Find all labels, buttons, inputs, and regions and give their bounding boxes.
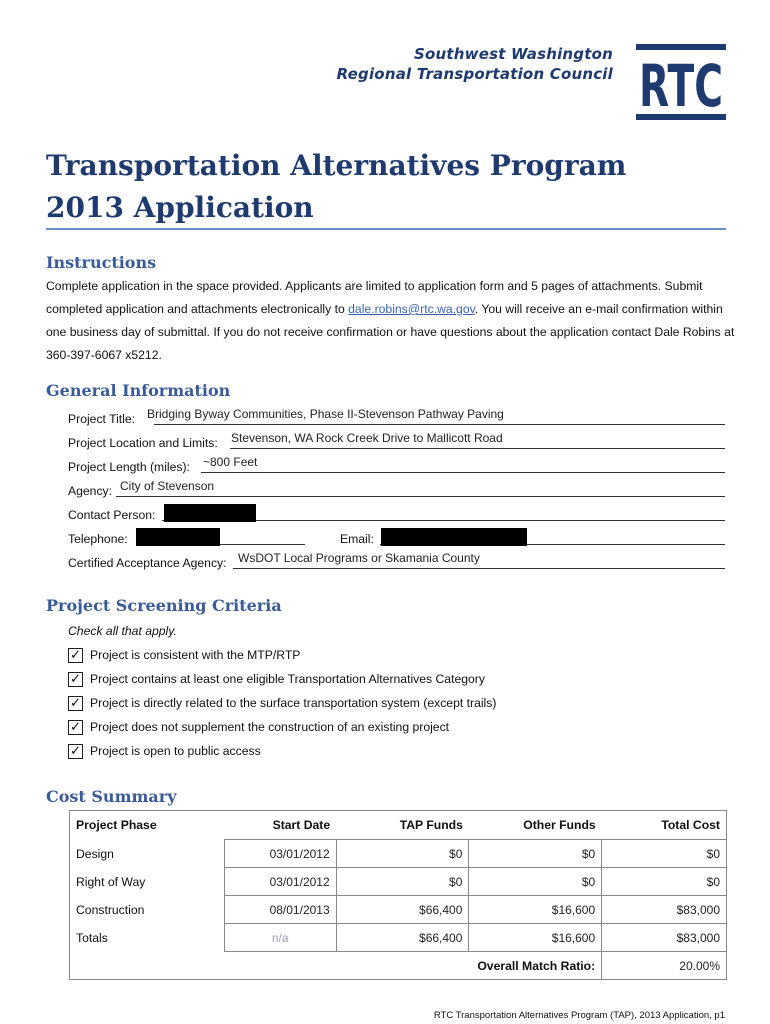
organization-name [337,44,613,84]
project-length-value: ~800 Feet [203,455,258,469]
tap-funds-cell[interactable]: $0 [336,840,469,868]
email-label: Email: [340,532,374,546]
start-date-cell[interactable]: 03/01/2012 [224,840,336,868]
start-date-cell[interactable]: n/a [224,924,336,952]
project-location-label: Project Location and Limits: [68,436,218,450]
header-total-cost: Total Cost [602,811,727,840]
header-start-date: Start Date [272,818,331,832]
project-length-label: Project Length (miles): [68,460,190,474]
tap-funds-cell[interactable]: $0 [336,868,469,896]
header-other-funds: Other Funds [523,818,596,832]
instructions-text [46,275,736,367]
total-cost-cell[interactable]: $83,000 [602,924,727,952]
match-ratio-value[interactable]: 20.00% [602,952,727,980]
checkbox-checked-icon[interactable]: ✓ [68,696,83,711]
title-line-1: Transportation Alternatives Program [46,149,627,182]
agency-field[interactable] [68,478,725,498]
contact-person-field[interactable] [68,502,725,522]
other-funds-cell[interactable]: $16,600 [469,924,602,952]
phase-cell: Design [70,840,225,868]
telephone-email-field[interactable] [68,526,725,546]
phase-cell: Right of Way [70,868,225,896]
criterion-label: Project contains at least one eligible Transportation Alternatives Category [90,672,485,686]
project-title-value: Bridging Byway Communities, Phase II-Stevenson Pathway Paving [147,407,504,421]
instructions-text-end: . You will receive an e-mail confirmation within one business day of submittal. If you do not receive confirmation or have questions about the application contact Dale Robins at 360-397-6067 x5212. [46,302,735,362]
project-location-field[interactable] [68,430,725,450]
certified-agency-label: Certified Acceptance Agency: [68,556,227,570]
cost-summary-table [69,810,727,980]
header-project-phase: Project Phase [70,811,225,840]
criterion-label: Project is directly related to the surface transportation system (except trails) [90,696,497,710]
contact-person-redaction [164,504,256,522]
project-title-label: Project Title: [68,412,136,426]
checkbox-checked-icon[interactable]: ✓ [68,672,83,687]
start-date-cell[interactable]: 08/01/2013 [224,896,336,924]
total-cost-cell[interactable]: $0 [602,840,727,868]
screening-note: Check all that apply. [68,624,177,638]
certified-agency-value: WsDOT Local Programs or Skamania County [238,551,480,565]
email-redaction [381,528,527,546]
email-link[interactable]: dale.robins@rtc.wa.gov [348,302,475,316]
project-title-field[interactable] [68,406,725,426]
table-row [70,924,727,952]
page-footer: RTC Transportation Alternatives Program (TAP), 2013 Application, p1 [433,1010,725,1021]
telephone-redaction [136,528,220,546]
other-funds-cell[interactable]: $16,600 [469,896,602,924]
criterion-label: Project is consistent with the MTP/RTP [90,648,301,662]
title-divider [46,228,726,230]
org-line-2: Regional Transportation Council [336,65,613,83]
project-length-field[interactable] [68,454,725,474]
logo-text: RTC [639,52,723,120]
total-cost-cell[interactable]: $0 [602,868,727,896]
match-ratio-label: Overall Match Ratio: [477,958,596,973]
criterion-label: Project is open to public access [90,744,261,758]
total-cost-cell[interactable]: $83,000 [602,896,727,924]
instructions-text-start: Complete application in the space provided. Applicants are limited to application form and 5 pages of attachments. Submit completed application and attachments electronically to [46,279,703,316]
cost-summary-heading: Cost Summary [46,787,177,806]
table-row [70,896,727,924]
contact-person-label: Contact Person: [68,508,156,522]
instructions-heading: Instructions [46,253,157,272]
agency-label: Agency: [68,484,113,498]
tap-funds-cell[interactable]: $66,400 [336,924,469,952]
other-funds-cell[interactable]: $0 [469,868,602,896]
match-ratio-row [70,952,727,980]
screening-heading: Project Screening Criteria [46,596,282,615]
checkbox-checked-icon[interactable]: ✓ [68,744,83,759]
project-length-line [201,452,725,473]
general-info-heading: General Information [46,381,231,400]
checkbox-checked-icon[interactable]: ✓ [68,648,83,663]
tap-funds-cell[interactable]: $66,400 [336,896,469,924]
telephone-label: Telephone: [68,532,128,546]
page-title [46,145,626,229]
header-tap-funds: TAP Funds [399,818,463,832]
phase-cell: Totals [70,924,225,952]
other-funds-cell[interactable]: $0 [469,840,602,868]
table-row [70,868,727,896]
rtc-logo [636,44,726,120]
project-location-value: Stevenson, WA Rock Creek Drive to Mallicott Road [231,431,503,445]
title-line-2: 2013 Application [46,191,314,224]
checkbox-checked-icon[interactable]: ✓ [68,720,83,735]
certified-agency-field[interactable] [68,550,725,570]
criterion-label: Project does not supplement the construction of an existing project [90,720,450,734]
table-row [70,840,727,868]
phase-cell: Construction [70,896,225,924]
agency-value: City of Stevenson [120,479,215,493]
org-line-1: Southwest Washington [414,45,613,63]
start-date-cell[interactable]: 03/01/2012 [224,868,336,896]
table-header-row [70,811,727,840]
